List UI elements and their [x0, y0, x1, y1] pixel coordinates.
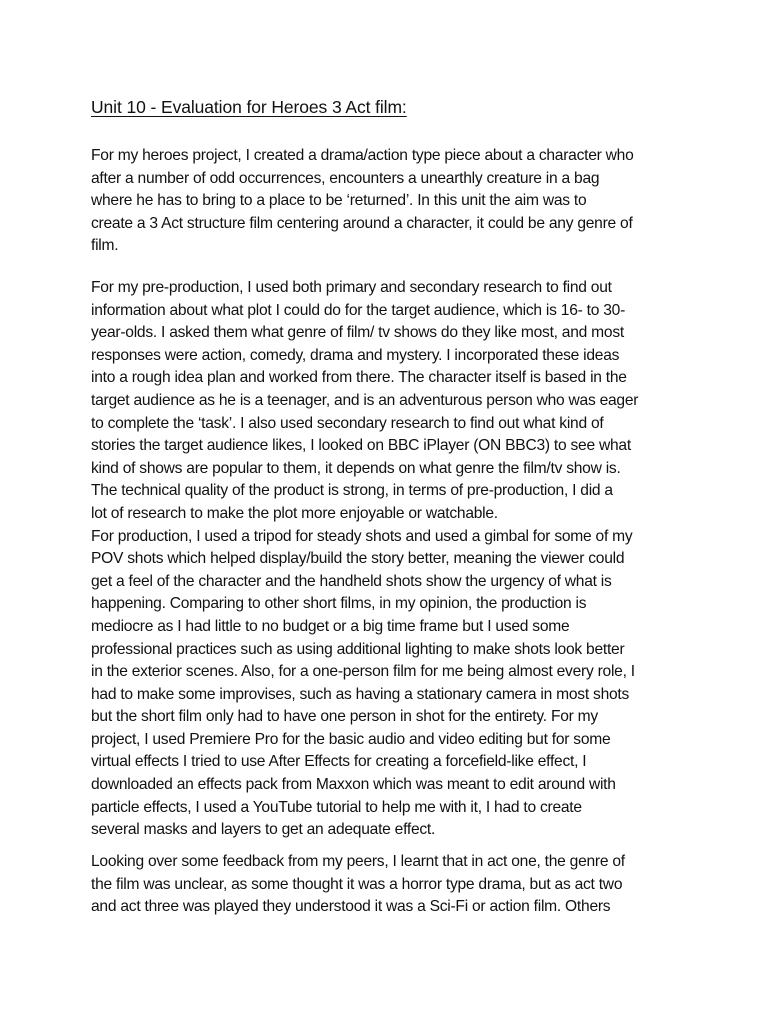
text-line: stories the target audience likes, I looked on BBC iPlayer (ON BBC3) to see what: [91, 437, 631, 455]
text-line: lot of research to make the plot more enjoyable or watchable.: [91, 504, 498, 522]
text-line: in the exterior scenes. Also, for a one-person film for me being almost every role, I: [91, 663, 635, 681]
text-line: the film was unclear, as some thought it was a horror type drama, but as act two: [91, 875, 623, 893]
text-line: had to make some improvises, such as having a stationary camera in most shots: [91, 685, 630, 703]
text-line: year-olds. I asked them what genre of film/ tv shows do they like most, and most: [91, 324, 624, 342]
text-line: The technical quality of the product is strong, in terms of pre-production, I did a: [91, 482, 613, 500]
text-line: several masks and layers to get an adequate effect.: [91, 821, 436, 839]
text-line: virtual effects I tried to use After Effects for creating a forcefield-like effect, I: [91, 753, 587, 771]
text-line: create a 3 Act structure film centering around a character, it could be any genre of: [91, 214, 633, 232]
paragraph-feedback: [91, 851, 625, 919]
text-line: particle effects, I used a YouTube tutorial to help me with it, I had to create: [91, 798, 582, 816]
text-line: target audience as he is a teenager, and is an adventurous person who was eager: [91, 391, 639, 409]
text-line: film.: [91, 237, 119, 255]
text-line: into a rough idea plan and worked from there. The character itself is based in the: [91, 369, 627, 387]
text-line: responses were action, comedy, drama and mystery. I incorporated these ideas: [91, 346, 620, 364]
text-line: information about what plot I could do for the target audience, which is 16- to 30-: [91, 301, 626, 319]
text-line: to complete the ‘task’. I also used secondary research to find out what kind of: [91, 414, 604, 432]
text-line: For my heroes project, I created a drama/action type piece about a character who: [91, 147, 634, 164]
text-line: Looking over some feedback from my peers, I learnt that in act one, the genre of: [91, 853, 625, 870]
document-title: Unit 10 - Evaluation for Heroes 3 Act film:: [91, 97, 407, 117]
text-line: happening. Comparing to other short films, in my opinion, the production is: [91, 595, 587, 613]
text-line: get a feel of the character and the handheld shots show the urgency of what is: [91, 572, 612, 590]
text-line: and act three was played they understood it was a Sci-Fi or action film. Others: [91, 898, 611, 916]
paragraph-intro: [91, 145, 634, 258]
text-line: For production, I used a tripod for steady shots and used a gimbal for some of my: [91, 527, 633, 545]
text-line: For my pre-production, I used both primary and secondary research to find out: [91, 279, 612, 296]
text-line: where he has to bring to a place to be ‘returned’. In this unit the aim was to: [91, 192, 587, 210]
paragraph-production: [91, 277, 638, 842]
text-line: after a number of odd occurrences, encounters a unearthly creature in a bag: [91, 169, 600, 187]
text-line: kind of shows are popular to them, it depends on what genre the film/tv show is.: [91, 459, 621, 477]
text-line: mediocre as I had little to no budget or a big time frame but I used some: [91, 617, 570, 635]
text-line: project, I used Premiere Pro for the basic audio and video editing but for some: [91, 730, 611, 748]
text-line: downloaded an effects pack from Maxxon which was meant to edit around with: [91, 776, 616, 794]
text-line: professional practices such as using additional lighting to make shots look better: [91, 640, 625, 658]
text-line: but the short film only had to have one person in shot for the entirety. For my: [91, 708, 598, 726]
text-line: POV shots which helped display/build the story better, meaning the viewer could: [91, 550, 625, 568]
